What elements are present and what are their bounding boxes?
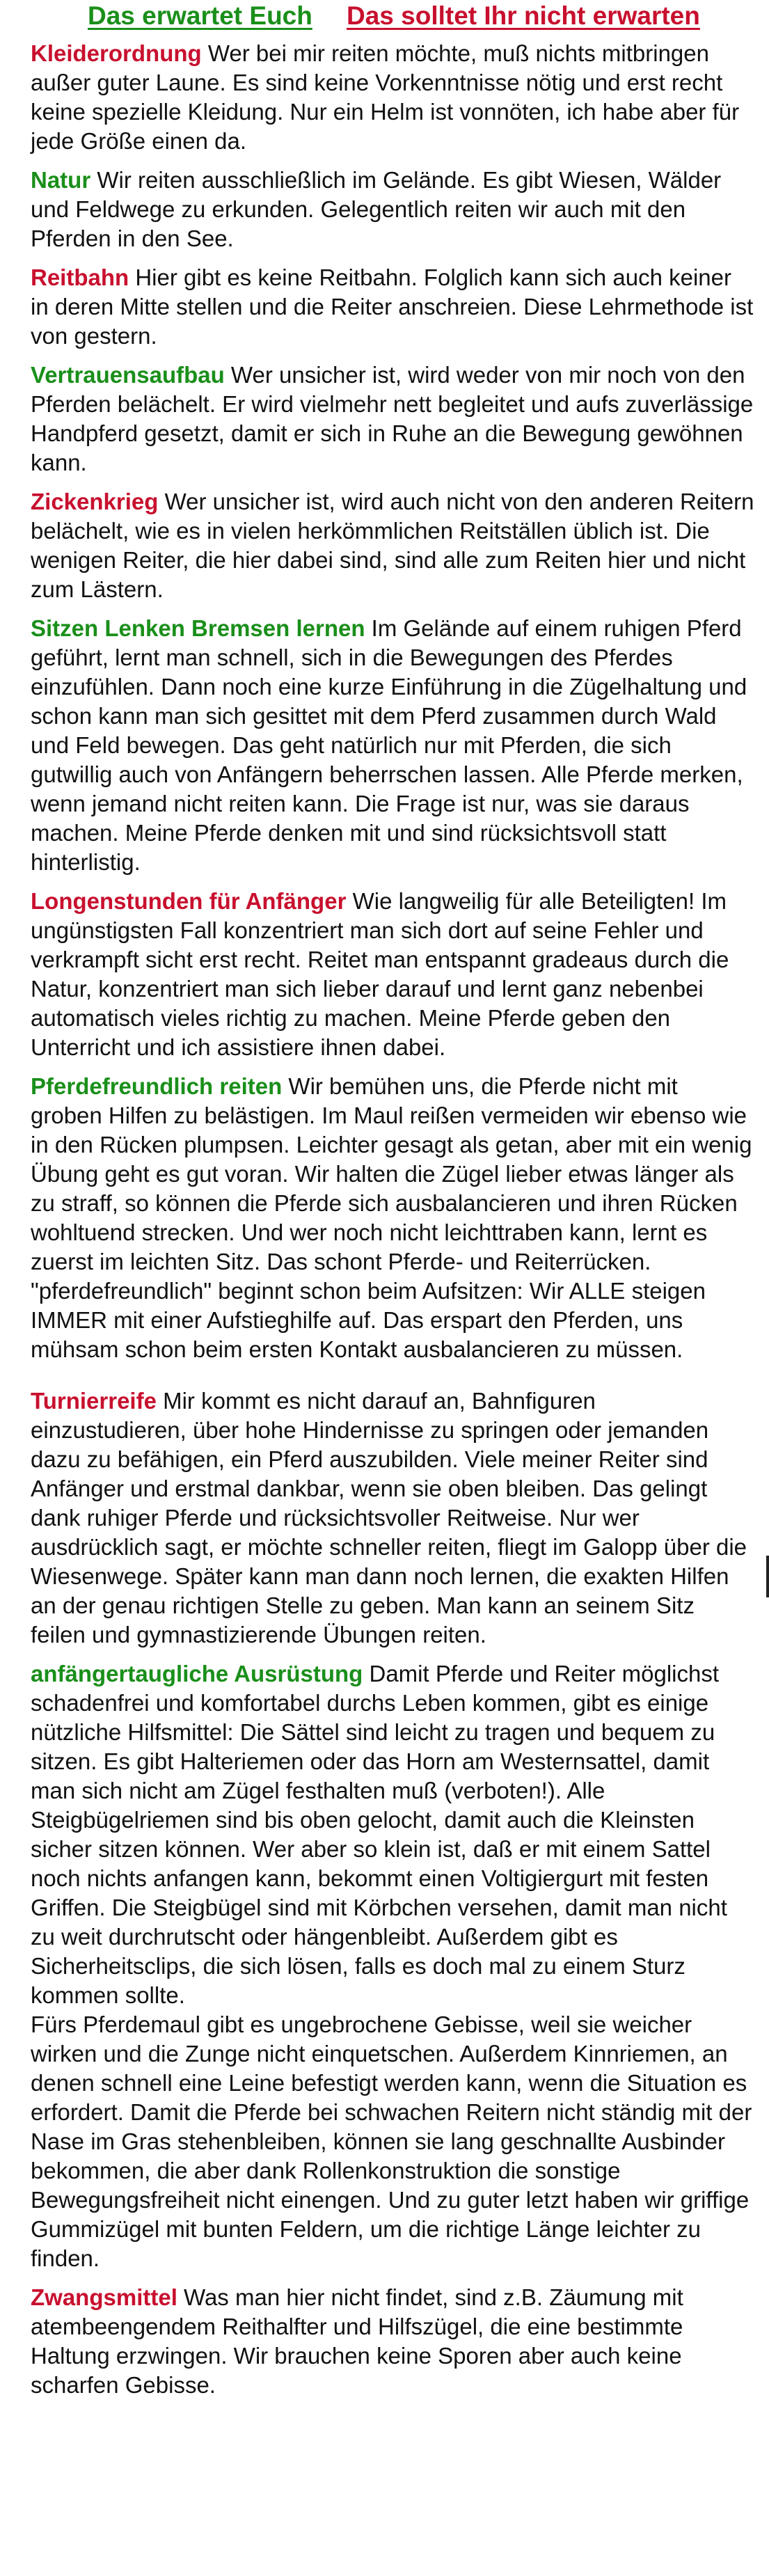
section-term: Longenstunden für Anfänger <box>31 888 347 914</box>
section-vertrauensaufbau <box>31 361 754 477</box>
section-sitzen-lenken-bremsen <box>31 614 754 877</box>
tab-expect[interactable]: Das erwartet Euch <box>88 1 312 30</box>
tab-bar <box>0 0 769 38</box>
tab-not-expect[interactable]: Das solltet Ihr nicht erwarten <box>347 1 700 30</box>
section-text: Wer unsicher ist, wird weder von mir noch von den Pferden belächelt. Er wird vielmehr nett begleitet und aufs zuverlässige Handpferd gesetzt, damit er sich in Ruhe an die Bewegung gewöhnen kann. <box>31 362 754 475</box>
section-text: Wie langweilig für alle Beteiligten! Im ungünstigsten Fall konzentriert man sich dort auf seine Fehler und verkrampft sicht erst recht. Reitet man entspannt gradeaus durch die Natur, konzentriert man sich lieber darauf und lernt ganz nebenbei automatisch vieles richtig zu machen. Meine Pferde geben den Unterricht und ich assistiere ihnen dabei. <box>31 888 729 1060</box>
section-term: Zwangsmittel <box>31 2284 177 2310</box>
section-text: Wir reiten ausschließlich im Gelände. Es gibt Wiesen, Wälder und Feldwege zu erkunden. Gelegentlich reiten wir auch mit den Pferden in den See. <box>31 167 722 251</box>
section-reitbahn <box>31 263 754 351</box>
section-text-continued: "pferdefreundlich" beginnt schon beim Aufsitzen: Wir ALLE steigen IMMER mit einer Aufstieghilfe auf. Das erspart den Pferden, uns mühsam schon beim ersten Kontakt ausbalancieren zu müssen. <box>31 1278 706 1362</box>
section-turnierreife <box>31 1386 754 1650</box>
section-text: Damit Pferde und Reiter möglichst schadenfrei und komfortabel durchs Leben kommen, gibt es einige nützliche Hilfsmittel: Die Sättel sind leicht zu tragen und bequem zu sitzen. Es gibt Halteriemen oder das Horn am Westernsattel, damit man sich nicht am Zügel festhalten muß (verboten!). Alle Steigbügelriemen sind bis oben gelocht, damit auch die Kleinsten sicher sitzen können. Wer aber so klein ist, daß er mit einem Sattel noch nichts anfangen kann, bekommt einen Voltigiergurt mit festen Griffen. Die Steigbügel sind mit Körbchen versehen, damit man nicht zu weit durchrutscht oder hängenbleibt. Außerdem gibt es Sicherheitsclips, die sich lösen, falls es doch mal zu einem Sturz kommen sollte. <box>31 1661 727 2008</box>
section-text: Hier gibt es keine Reitbahn. Folglich kann sich auch keiner in deren Mitte stellen und die Reiter anschreien. Diese Lehrmethode ist von gestern. <box>31 264 754 349</box>
section-term: Zickenkrieg <box>31 489 159 514</box>
section-term: Turnierreife <box>31 1388 157 1414</box>
scrollbar-thumb[interactable] <box>766 1556 769 1597</box>
section-text: Wer bei mir reiten möchte, muß nichts mitbringen außer guter Laune. Es sind keine Vorkenntnisse nötig und erst recht keine spezielle Kleidung. Nur ein Helm ist vonnöten, ich habe aber für jede Größe einen da. <box>31 40 740 154</box>
section-zickenkrieg <box>31 487 754 604</box>
section-term: Pferdefreundlich reiten <box>31 1073 283 1099</box>
section-text: Was man hier nicht findet, sind z.B. Zäumung mit atembeengendem Reithalfter und Hilfszügel, die eine bestimmte Haltung erzwingen. Wir brauchen keine Sporen aber auch keine scharfen Gebisse. <box>31 2284 683 2398</box>
section-text: Wer unsicher ist, wird auch nicht von den anderen Reitern belächelt, wie es in vielen herkömmlichen Reitställen üblich ist. Die wenigen Reiter, die hier dabei sind, sind alle zum Reiten hier und nicht zum Lästern. <box>31 489 754 602</box>
section-text: Mir kommt es nicht darauf an, Bahnfiguren einzustudieren, über hohe Hindernisse zu springen oder jemanden dazu zu befähigen, ein Pferd auszubilden. Viele meiner Reiter sind Anfänger und erstmal dankbar, wenn sie oben bleiben. Das gelingt dank ruhiger Pferde und rücksichtsvoller Reitweise. Nur wer ausdrücklich sagt, er möchte schneller reiten, fliegt im Galopp über die Wiesenwege. Später kann man dann noch lernen, die exakten Hilfen an der genau richtigen Stelle zu geben. Man kann an seinem Sitz feilen und gymnastizierende Übungen reiten. <box>31 1388 747 1647</box>
section-text: Im Gelände auf einem ruhigen Pferd geführt, lernt man schnell, sich in die Bewegungen des Pferdes einzufühlen. Dann noch eine kurze Einführung in die Zügelhaltung und schon kann man sich gesittet mit dem Pferd zusammen durch Wald und Feld bewegen. Das geht natürlich nur mit Pferden, die sich gutwillig auch von Anfängern beherrschen lassen. Alle Pferde merken, wenn jemand nicht reiten kann. Die Frage ist nur, was sie daraus machen. Meine Pferde denken mit und sind rücksichtsvoll statt hinterlistig. <box>31 615 747 875</box>
section-term: anfängertaugliche Ausrüstung <box>31 1661 363 1686</box>
content <box>31 39 754 2410</box>
section-term: Sitzen Lenken Bremsen lernen <box>31 615 365 641</box>
section-term: Kleiderordnung <box>31 40 202 66</box>
section-ausruestung <box>31 1659 754 2273</box>
section-text-continued: Fürs Pferdemaul gibt es ungebrochene Gebisse, weil sie weicher wirken und die Zunge nicht einquetschen. Außerdem Kinnriemen, an denen schnell eine Leine befestigt werden kann, wenn die Situation es erfordert. Damit die Pferde bei schwachen Reitern nicht ständig mit der Nase im Gras stehenbleiben, können sie lang geschnallte Ausbinder bekommen, die aber dank Rollenkonstruktion die sonstige Bewegungsfreiheit nicht einengen. Und zu guter letzt haben wir griffige Gummizügel mit bunten Feldern, um die richtige Länge leichter zu finden. <box>31 2012 752 2271</box>
section-kleiderordnung <box>31 39 754 156</box>
section-term: Vertrauensaufbau <box>31 362 225 388</box>
section-longenstunden <box>31 887 754 1062</box>
section-pferdefreundlich <box>31 1072 754 1364</box>
section-natur <box>31 166 754 253</box>
section-zwangsmittel <box>31 2283 754 2400</box>
section-term: Reitbahn <box>31 264 129 290</box>
section-text: Wir bemühen uns, die Pferde nicht mit groben Hilfen zu belästigen. Im Maul reißen vermeiden wir ebenso wie in den Rücken plumpsen. Leichter gesagt als getan, aber mit ein wenig Übung geht es gut voran. Wir halten die Zügel lieber etwas länger als zu straff, so können die Pferde sich ausbalancieren und ihren Rücken wohltuend strecken. Und wer noch nicht leichttraben kann, lernt es zuerst im leichten Sitz. Das schont Pferde- und Reiterrücken. <box>31 1073 752 1274</box>
section-term: Natur <box>31 167 91 193</box>
